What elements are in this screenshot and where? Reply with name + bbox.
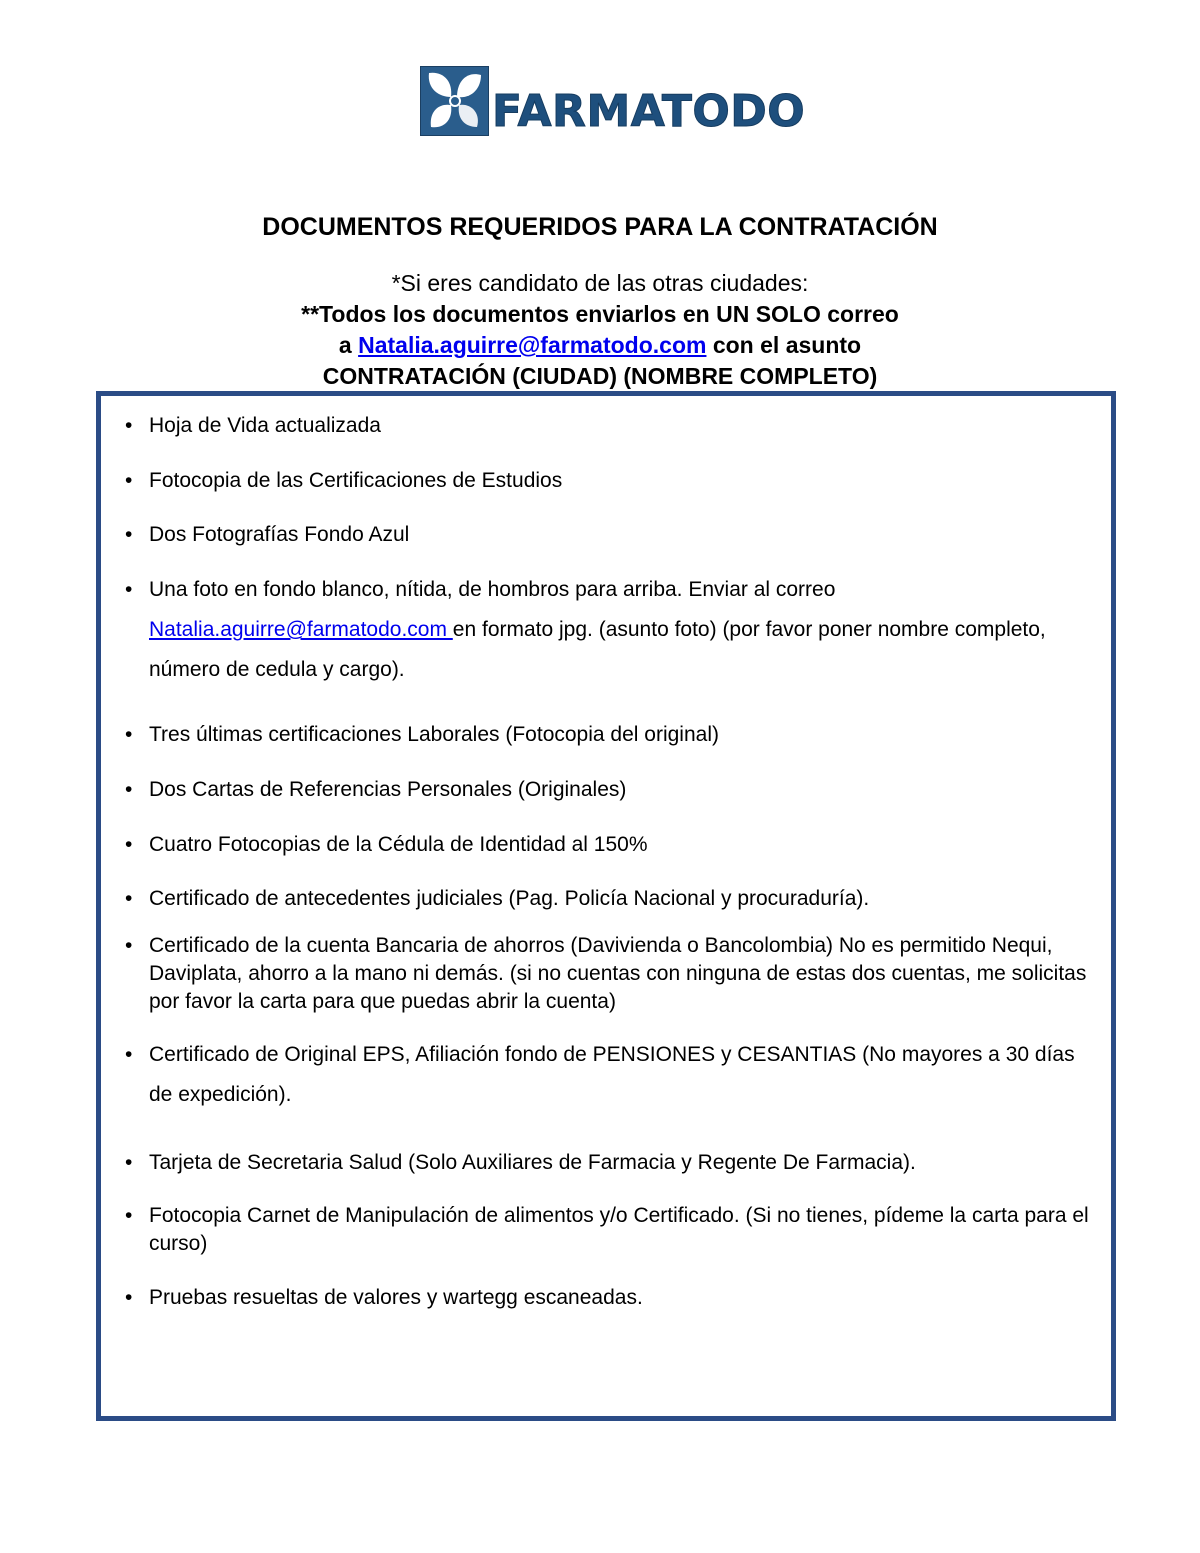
email-link[interactable]: Natalia.aguirre@farmatodo.com	[358, 332, 707, 358]
bullet-icon: •	[125, 1286, 133, 1309]
list-item	[125, 467, 1090, 495]
requirement-text: Fotocopia de las Certificaciones de Estudios	[149, 469, 563, 492]
list-item	[125, 831, 1090, 859]
requirement-text: Pruebas resueltas de valores y wartegg escaneadas.	[149, 1286, 643, 1309]
list-item	[125, 412, 1090, 440]
logo-wordmark: FARMATODO	[492, 86, 806, 137]
bullet-icon: •	[125, 414, 133, 437]
bullet-icon: •	[125, 1151, 133, 1174]
bullet-icon: •	[125, 833, 133, 856]
requirements-box	[96, 391, 1116, 1421]
requirement-text: Certificado de la cuenta Bancaria de ahorros (Davivienda o Bancolombia) No es permitido Nequi, Daviplata, ahorro a la mano ni demás. (si no cuentas con ninguna de estas dos cuentas, me solicitas por favor la carta para que puedas abrir la cuenta)	[149, 934, 1087, 1013]
list-item	[125, 570, 1090, 690]
bullet-icon: •	[125, 723, 133, 746]
bullet-icon: •	[125, 469, 133, 492]
requirement-text: Fotocopia Carnet de Manipulación de alimentos y/o Certificado. (Si no tienes, pídeme la carta para el curso)	[149, 1204, 1089, 1255]
requirement-text: Hoja de Vida actualizada	[149, 414, 381, 437]
requirement-text	[149, 570, 1090, 690]
requirement-text: Tarjeta de Secretaria Salud (Solo Auxiliares de Farmacia y Regente De Farmacia).	[149, 1151, 916, 1174]
intro-line-3	[0, 330, 1200, 361]
list-item	[125, 776, 1090, 804]
requirement-text: Certificado de Original EPS, Afiliación fondo de PENSIONES y CESANTIAS (No mayores a 30 días de expedición).	[149, 1043, 1075, 1106]
list-item	[125, 932, 1090, 1016]
requirement-text: Dos Cartas de Referencias Personales (Originales)	[149, 778, 627, 801]
list-item	[125, 1149, 1090, 1177]
list-item	[125, 1202, 1090, 1258]
bullet-icon: •	[125, 1204, 133, 1227]
intro-line-4: CONTRATACIÓN (CIUDAD) (NOMBRE COMPLETO)	[322, 363, 878, 389]
list-item	[125, 521, 1090, 549]
bullet-icon: •	[125, 778, 133, 801]
list-item	[125, 721, 1090, 749]
intro-suffix: con el asunto	[712, 332, 862, 358]
flower-logo-icon	[420, 66, 489, 136]
bullet-icon: •	[125, 523, 133, 546]
requirement-text: Dos Fotografías Fondo Azul	[149, 523, 410, 546]
requirement-text-after: en formato jpg. (asunto foto) (por favor poner nombre completo, número de cedula y cargo).	[149, 618, 1046, 681]
list-item	[125, 1284, 1090, 1312]
intro-line-1: *Si eres candidato de las otras ciudades:	[391, 270, 809, 296]
list-item	[125, 1035, 1090, 1115]
intro-block	[0, 268, 1200, 392]
requirement-text-before: Una foto en fondo blanco, nítida, de hombros para arriba. Enviar al correo	[149, 578, 836, 601]
intro-line-2: **Todos los documentos enviarlos en UN SOLO correo	[301, 301, 899, 327]
requirement-text: Tres últimas certificaciones Laborales (Fotocopia del original)	[149, 723, 719, 746]
bullet-icon: •	[125, 1043, 133, 1066]
bullet-icon: •	[125, 934, 133, 957]
bullet-icon: •	[125, 887, 133, 910]
bullet-icon: •	[125, 578, 133, 601]
page-title: DOCUMENTOS REQUERIDOS PARA LA CONTRATACIÓN	[262, 213, 938, 241]
requirement-text: Cuatro Fotocopias de la Cédula de Identidad al 150%	[149, 833, 648, 856]
list-item	[125, 885, 1090, 913]
requirement-text: Certificado de antecedentes judiciales (Pag. Policía Nacional y procuraduría).	[149, 887, 870, 910]
email-link[interactable]: Natalia.aguirre@farmatodo.com	[149, 618, 453, 641]
intro-prefix: a	[338, 332, 359, 358]
